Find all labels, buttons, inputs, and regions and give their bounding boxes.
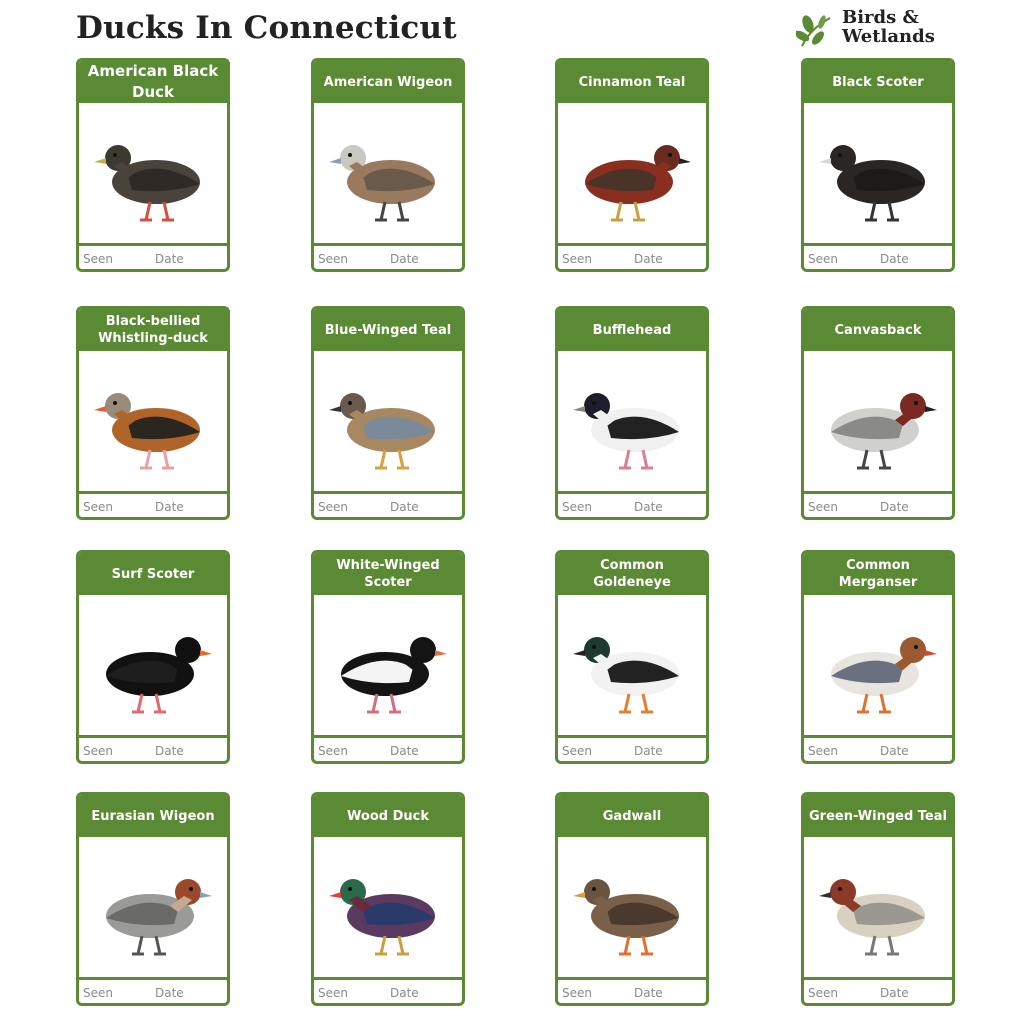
duck-name: Cinnamon Teal — [558, 61, 706, 103]
duck-card-black-scoter — [801, 58, 955, 272]
duck-illustration — [323, 610, 453, 720]
duck-illustration — [567, 118, 697, 228]
date-label: Date — [634, 986, 663, 1000]
card-footer — [314, 980, 462, 1006]
card-footer — [558, 246, 706, 272]
duck-name: American Black Duck — [79, 61, 227, 103]
duck-card-gadwall — [555, 792, 709, 1006]
card-footer — [79, 246, 227, 272]
duck-image — [558, 103, 706, 246]
duck-image — [804, 837, 952, 980]
card-footer — [558, 980, 706, 1006]
card-footer — [79, 980, 227, 1006]
duck-illustration — [813, 118, 943, 228]
duck-illustration — [88, 118, 218, 228]
duck-name: Blue-Winged Teal — [314, 309, 462, 351]
duck-card-green-winged-teal — [801, 792, 955, 1006]
duck-name: Canvasback — [804, 309, 952, 351]
seen-label: Seen — [562, 252, 592, 266]
card-footer — [79, 494, 227, 520]
duck-card-american-wigeon — [311, 58, 465, 272]
duck-image — [79, 103, 227, 246]
date-label: Date — [155, 986, 184, 1000]
seen-label: Seen — [808, 500, 838, 514]
duck-image — [804, 351, 952, 494]
card-footer — [79, 738, 227, 764]
card-footer — [804, 980, 952, 1006]
duck-name: Green-Winged Teal — [804, 795, 952, 837]
duck-illustration — [567, 852, 697, 962]
seen-label: Seen — [83, 986, 113, 1000]
duck-name: American Wigeon — [314, 61, 462, 103]
date-label: Date — [880, 986, 909, 1000]
logo-line1: Birds & — [842, 7, 919, 28]
duck-card-cinnamon-teal — [555, 58, 709, 272]
duck-image — [79, 351, 227, 494]
seen-label: Seen — [318, 744, 348, 758]
date-label: Date — [390, 500, 419, 514]
seen-label: Seen — [83, 252, 113, 266]
duck-illustration — [813, 610, 943, 720]
duck-name: Black-bellied Whistling-duck — [79, 309, 227, 351]
logo — [796, 6, 966, 56]
duck-illustration — [567, 366, 697, 476]
duck-image — [314, 837, 462, 980]
seen-label: Seen — [318, 500, 348, 514]
duck-image — [314, 103, 462, 246]
date-label: Date — [155, 500, 184, 514]
logo-line2: Wetlands — [842, 26, 935, 47]
date-label: Date — [880, 744, 909, 758]
duck-name: Surf Scoter — [79, 553, 227, 595]
duck-illustration — [88, 366, 218, 476]
duck-card-canvasback — [801, 306, 955, 520]
duck-image — [558, 351, 706, 494]
duck-illustration — [813, 366, 943, 476]
page-title: Ducks In Connecticut — [76, 10, 457, 46]
date-label: Date — [880, 500, 909, 514]
duck-card-white-winged-scoter — [311, 550, 465, 764]
leaf-icon — [796, 10, 836, 52]
date-label: Date — [634, 252, 663, 266]
duck-illustration — [323, 118, 453, 228]
duck-name: Black Scoter — [804, 61, 952, 103]
date-label: Date — [634, 744, 663, 758]
duck-image — [79, 837, 227, 980]
seen-label: Seen — [318, 986, 348, 1000]
seen-label: Seen — [808, 744, 838, 758]
card-footer — [804, 738, 952, 764]
date-label: Date — [390, 252, 419, 266]
duck-illustration — [323, 852, 453, 962]
card-footer — [558, 494, 706, 520]
duck-card-surf-scoter — [76, 550, 230, 764]
duck-name: White-Winged Scoter — [314, 553, 462, 595]
duck-name: Common Merganser — [804, 553, 952, 595]
duck-card-common-goldeneye — [555, 550, 709, 764]
duck-name: Wood Duck — [314, 795, 462, 837]
seen-label: Seen — [83, 744, 113, 758]
date-label: Date — [390, 744, 419, 758]
duck-card-eurasian-wigeon — [76, 792, 230, 1006]
seen-label: Seen — [808, 252, 838, 266]
duck-card-common-merganser — [801, 550, 955, 764]
seen-label: Seen — [318, 252, 348, 266]
duck-image — [804, 103, 952, 246]
date-label: Date — [634, 500, 663, 514]
duck-name: Eurasian Wigeon — [79, 795, 227, 837]
duck-name: Common Goldeneye — [558, 553, 706, 595]
duck-card-blue-winged-teal — [311, 306, 465, 520]
card-footer — [314, 494, 462, 520]
duck-name: Bufflehead — [558, 309, 706, 351]
card-footer — [804, 246, 952, 272]
duck-card-bufflehead — [555, 306, 709, 520]
seen-label: Seen — [562, 744, 592, 758]
seen-label: Seen — [808, 986, 838, 1000]
duck-card-wood-duck — [311, 792, 465, 1006]
seen-label: Seen — [562, 986, 592, 1000]
duck-image — [314, 351, 462, 494]
card-footer — [314, 738, 462, 764]
date-label: Date — [155, 744, 184, 758]
duck-illustration — [88, 610, 218, 720]
card-footer — [314, 246, 462, 272]
card-footer — [558, 738, 706, 764]
seen-label: Seen — [562, 500, 592, 514]
duck-card-american-black-duck — [76, 58, 230, 272]
duck-image — [314, 595, 462, 738]
duck-image — [558, 595, 706, 738]
date-label: Date — [155, 252, 184, 266]
seen-label: Seen — [83, 500, 113, 514]
card-footer — [804, 494, 952, 520]
duck-card-black-bellied-whistling-duck — [76, 306, 230, 520]
date-label: Date — [880, 252, 909, 266]
duck-illustration — [813, 852, 943, 962]
date-label: Date — [390, 986, 419, 1000]
duck-illustration — [567, 610, 697, 720]
duck-image — [804, 595, 952, 738]
duck-name: Gadwall — [558, 795, 706, 837]
duck-illustration — [323, 366, 453, 476]
duck-illustration — [88, 852, 218, 962]
duck-image — [558, 837, 706, 980]
duck-image — [79, 595, 227, 738]
